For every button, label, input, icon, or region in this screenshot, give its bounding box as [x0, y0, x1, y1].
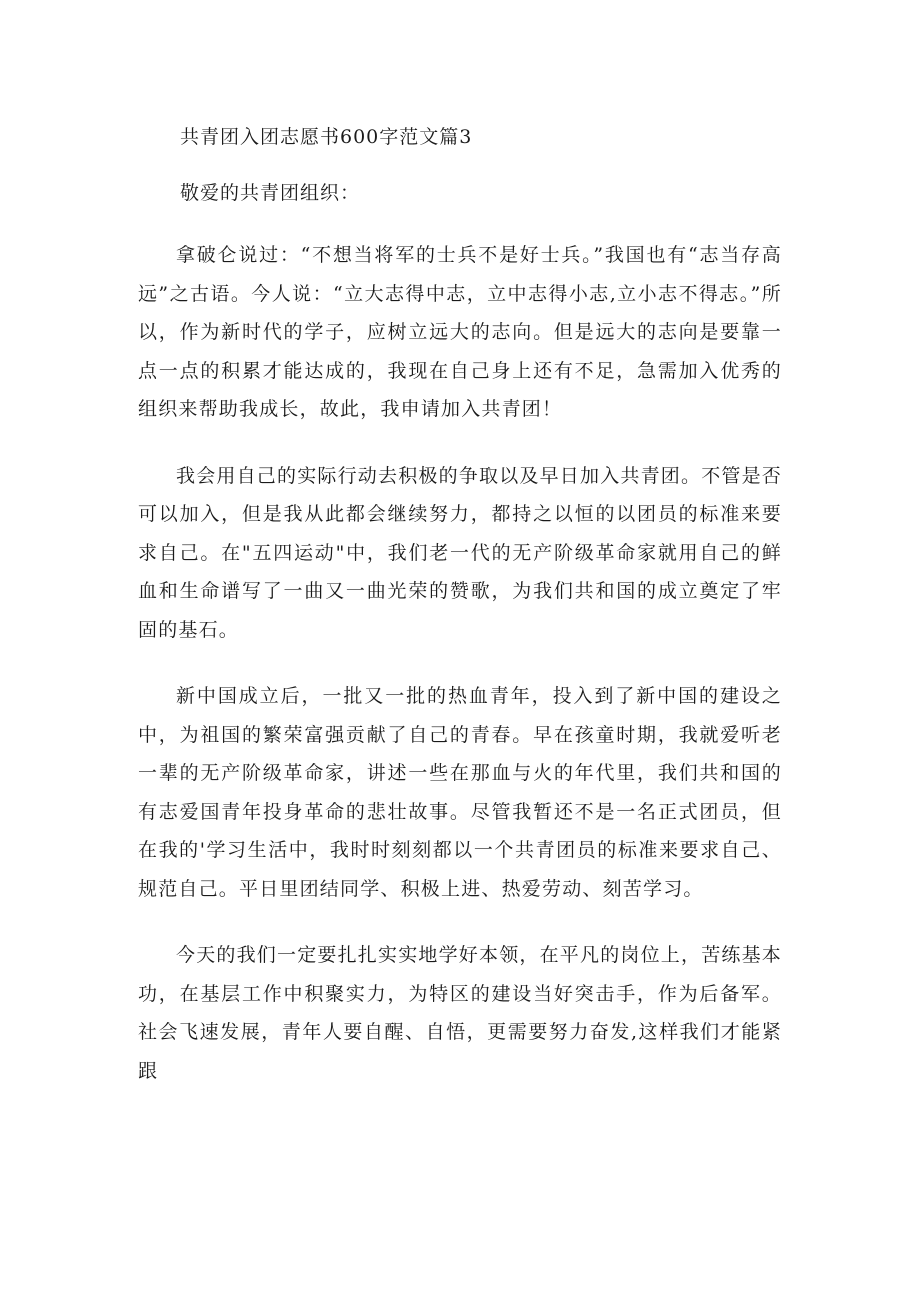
document-title: 共青团入团志愿书600字范文篇3	[180, 126, 473, 148]
paragraph-4: 今天的我们一定要扎扎实实地学好本领，在平凡的岗位上，苦练基本功，在基层工作中积聚实力，为特区的建设当好突击手，作为后备军。社会飞速发展，青年人要自醒、自悟，更需要努力奋发,这样我们才能紧跟	[138, 944, 783, 1082]
salutation: 敬爱的共青团组织：	[180, 182, 361, 204]
paragraph-1: 拿破仑说过：“不想当将军的士兵不是好士兵。”我国也有“志当存高远”之古语。今人说：“立大志得中志，立中志得小志,立小志不得志。”所以，作为新时代的学子，应树立远大的志向。但是远大的志向是要靠一点一点的积累才能达成的，我现在自己身上还有不足，急需加入优秀的组织来帮助我成长，故此，我申请加入共青团！	[138, 244, 782, 420]
paragraph-3: 新中国成立后，一批又一批的热血青年，投入到了新中国的建设之中，为祖国的繁荣富强贡献了自己的青春。早在孩童时期，我就爱听老一辈的无产阶级革命家，讲述一些在那血与火的年代里，我们共和国的有志爱国青年投身革命的悲壮故事。尽管我暂还不是一名正式团员，但在我的'学习生活中，我时时刻刻都以一个共青团员的标准来要求自己、规范自己。平日里团结同学、积极上进、热爱劳动、刻苦学习。	[138, 685, 782, 900]
document-body	[138, 122, 782, 1118]
paragraph-2: 我会用自己的实际行动去积极的争取以及早日加入共青团。不管是否可以加入，但是我从此都会继续努力，都持之以恒的以团员的标准来要求自己。在"五四运动"中，我们老一代的无产阶级革命家就用自己的鲜血和生命谱写了一曲又一曲光荣的赞歌，为我们共和国的成立奠定了牢固的基石。	[138, 464, 783, 641]
